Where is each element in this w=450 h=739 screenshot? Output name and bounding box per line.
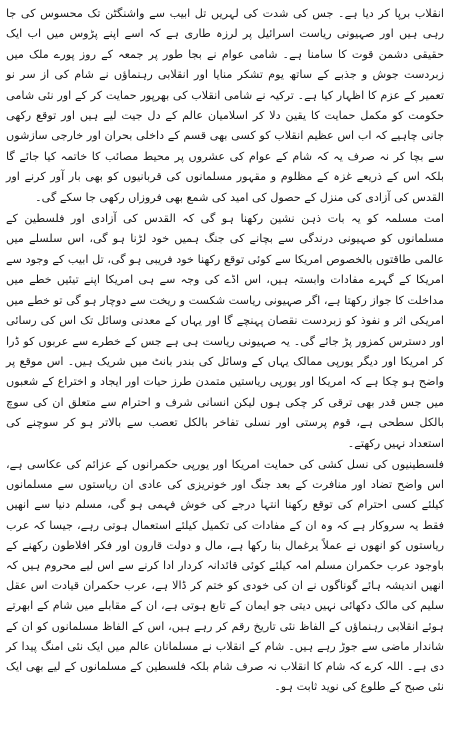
paragraph-3: فلسطینیوں کی نسل کشی کی حمایت امریکا اور یورپی حکمرانوں کے عزائم کی عکاسی ہے، اس واضح تضاد اور منافرت کے بعد جنگ اور خونریزی کی عادی ان ریاستوں سے مسلمانوں کیلئے کسی احترام کی توقع رکھنا انتہا درجے کی خوش فہمی ہو گی، مسلم دنیا سے انھیں فقط یہ سروکار ہے کہ وہ ان کے مفادات کی تکمیل کیلئے استعمال ہوتی رہے، جیسا کہ عرب ریاستوں کو انھوں نے عملاً یرغمال بنا رکھا ہے، مال و دولت قارون اور فکر افلاطون رکھنے کے باوجود عرب حکمران مسلم امہ کیلئے کوئی قائدانہ کردار ادا کرنے سے اس لیے محروم ہیں کہ انھیں اندیشہ ہائے گوناگوں نے ان کی خودی کو ختم کر ڈالا ہے، عرب حکمران قیادت اس عقل سلیم کی مالک دکھائی نہیں دیتی جو ایمان کے تابع ہوتی ہے، ان کے مقابلے میں شام کے ابھرتے ہوئے انقلابی رہنماؤں کے الفاظ نئی تاریخ رقم کر رہے ہیں، اس کے الفاظ مسلمانوں کو ان کے شاندار ماضی سے جوڑ رہے ہیں۔ شام کے انقلاب نے مسلمانان عالم میں ایک نئی امنگ پیدا کر دی ہے۔ اللہ کرے کہ شام کا انقلاب نہ صرف شام بلکہ فلسطین کے مسلمانوں کے لیے بھی ایک نئی صبح کے طلوع کی نوید ثابت ہو۔ — [6, 457, 444, 694]
paragraph-2: امت مسلمہ کو یہ بات ذہن نشین رکھنا ہو گی کہ القدس کی آزادی اور فلسطین کے مسلمانوں کو صہیونی درندگی سے بچانے کی جنگ ہمیں خود لڑنا ہو گی، اس سلسلے میں عالمی طاقتوں بالخصوص امریکا سے کوئی توقع رکھنا خود فریبی ہو گی، تل ابیب کے وجود سے امریکا کے گہرے مفادات وابستہ ہیں، اس اڈے کی وجہ سے ہی امریکا اپنے تیئیں خطے میں مداخلت کا جواز رکھتا ہے، اگر صہیونی ریاست شکست و ریخت سے دوچار ہو گی تو خطے میں امریکی اثر و نفوذ کو زبردست نقصان پہنچے گا اور یہاں کے معدنی وسائل تک اس کی رسائی اور دسترس کمزور پڑ جائے گی۔ یہ صہیونی ریاست ہی ہے جس کے خطرے سے عربوں کو ڈرا کر امریکا اور دیگر یورپی ممالک یہاں کے وسائل کی بندر بانٹ میں شریک ہیں۔ اس موقع پر واضح ہو چکا ہے کہ امریکا اور یورپی ریاستیں متمدن طرز حیات اور ایجاد و اختراع کے شعبوں میں جس قدر بھی ترقی کر چکی ہوں لیکن انسانی شرف و احترام سے متعلق ان کی سوچ بالکل سطحی ہے، قوم پرستی اور نسلی تفاخر بالکل تعصب سے بالاتر ہو کر سوچنے کی استعداد نہیں رکھتے۔ — [5, 212, 444, 450]
paragraph-1: انقلاب برپا کر دیا ہے۔ جس کی شدت کی لہریں تل ابیب سے واشنگٹن تک محسوس کی جا رہی ہیں اور صہیونی ریاست اسرائیل پر لرزہ طاری ہے کہ اسے اپنے پڑوس میں اب ایک حقیقی دشمن قوت کا سامنا ہے۔ شامی عوام نے بجا طور پر جمعہ کے روز پورے ملک میں زبردست جوش و جذبے کے ساتھ یوم تشکر منایا اور انقلابی رہنماؤں نے شام کی از سر نو تعمیر کے عزم کا اظہار کیا ہے۔ ترکیہ نے شامی انقلاب کی بھرپور حمایت کر کے اور نئی شامی حکومت کو مکمل حمایت کا یقین دلا کر اسلامیان عالم کے دل جیت لیے ہیں اور توقع رکھی جانی چاہیے کہ اب اس عظیم انقلاب کو کسی بھی قسم کے داخلی بحران اور خارجی سازشوں سے بچا کر نہ صرف یہ کہ شام کے عوام کی عشروں پر محیط مصائب کا خاتمہ کیا جائے گا بلکہ اس کے ذریعے غزہ کے مظلوم و مقہور مسلمانوں کی قربانیوں کو بھی بار آور کرنے اور القدس کی آزادی کی منزل کے حصول کی امید کی شمع بھی فروزاں رکھی جا سکے گی۔ — [6, 7, 444, 204]
